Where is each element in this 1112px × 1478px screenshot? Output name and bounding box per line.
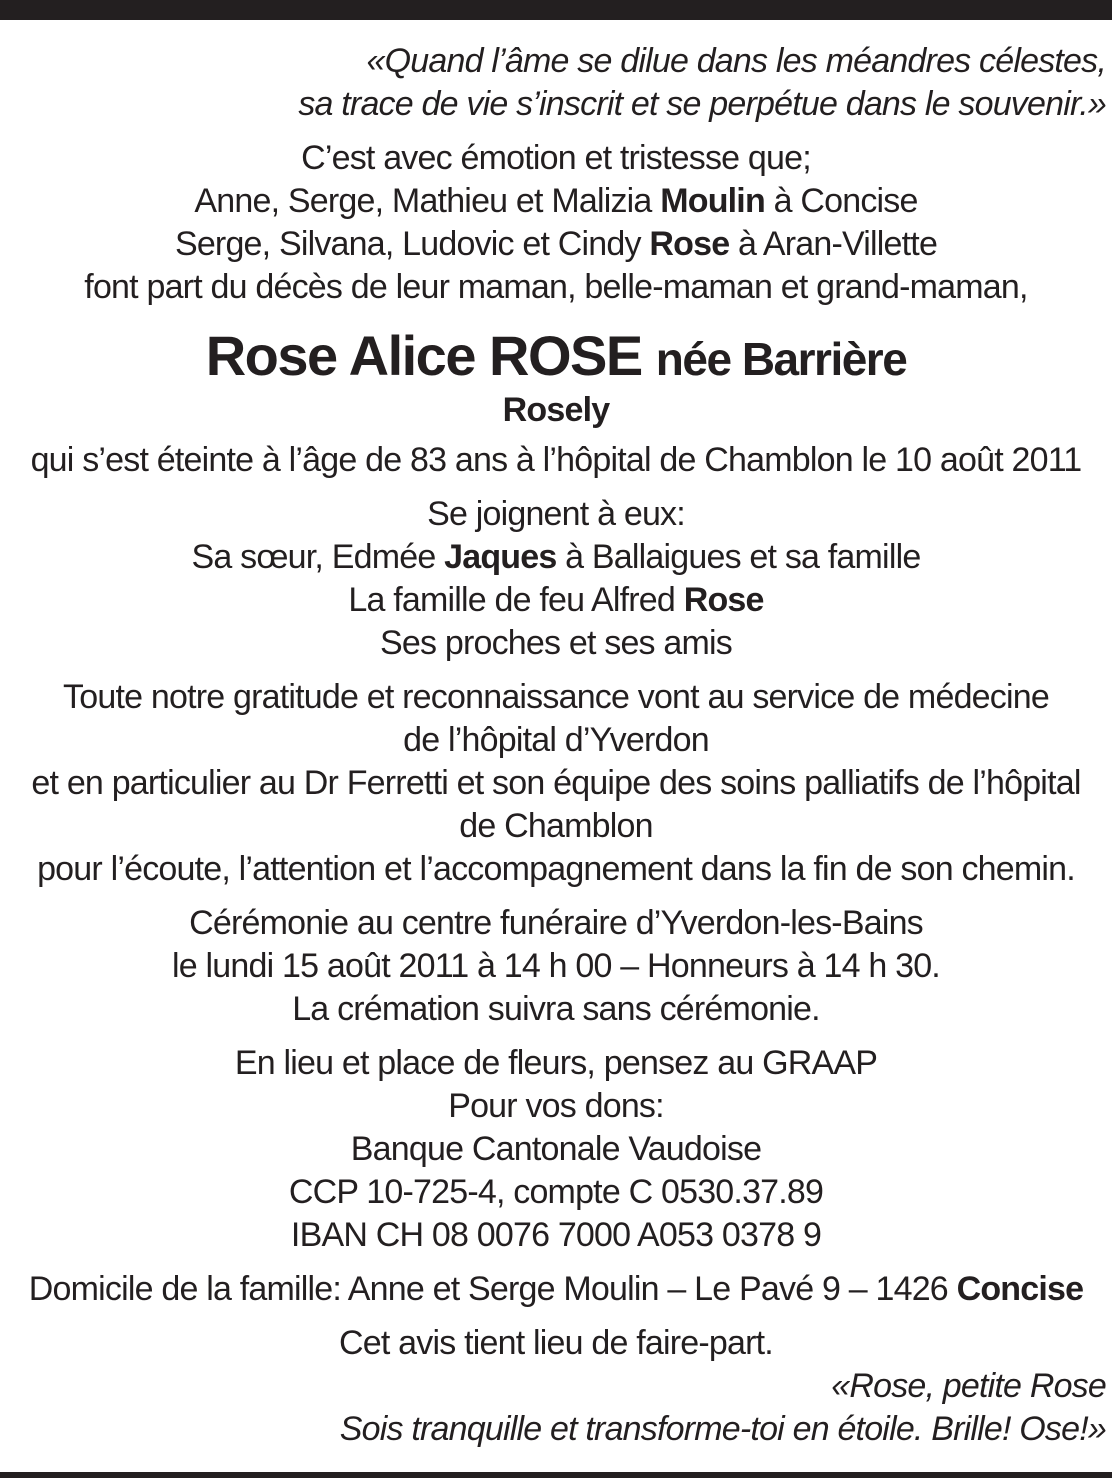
intro-line: C’est avec émotion et tristesse que;	[301, 139, 811, 177]
bottom-rule	[0, 1472, 1112, 1478]
sister-prefix: Sa sœur, Edmée	[191, 538, 436, 576]
friends-line: Ses proches et ses amis	[380, 624, 732, 662]
obituary-notice	[0, 40, 1112, 1451]
family-prefix: La famille de feu Alfred	[348, 581, 676, 619]
donations-line-2: Pour vos dons:	[448, 1087, 664, 1125]
announcement-intro	[0, 137, 1112, 309]
family-surname: Rose	[683, 581, 764, 619]
family-moulin-names: Anne, Serge, Mathieu et Malizia	[194, 182, 652, 220]
family-rose-place: à Aran-Villette	[738, 225, 938, 263]
family-moulin-place: à Concise	[773, 182, 918, 220]
epigraph-line-1: «Quand l’âme se dilue dans les méandres célestes,	[366, 42, 1106, 80]
donations-bank: Banque Cantonale Vaudoise	[350, 1130, 762, 1168]
notice-section	[0, 1322, 1112, 1365]
donations-section	[0, 1042, 1112, 1257]
gratitude-line-3: et en particulier au Dr Ferretti et son équipe des soins palliatifs de l’hôpital	[31, 764, 1081, 802]
ceremony-section	[0, 902, 1112, 1031]
gratitude-line-5: pour l’écoute, l’attention et l’accompagnement dans la fin de son chemin.	[37, 850, 1075, 888]
closing-quote-line-2: Sois tranquille et transforme-toi en étoile. Brille! Ose!»	[339, 1410, 1106, 1448]
joined-heading: Se joignent à eux:	[427, 495, 685, 533]
notice-line: Cet avis tient lieu de faire-part.	[339, 1324, 773, 1362]
top-rule	[0, 0, 1112, 20]
closing-quote	[0, 1365, 1112, 1451]
gratitude-section	[0, 676, 1112, 891]
death-notice-line: qui s’est éteinte à l’âge de 83 ans à l’hôpital de Chamblon le 10 août 2011	[30, 441, 1082, 479]
gratitude-line-4: de Chamblon	[459, 807, 653, 845]
joined-section	[0, 493, 1112, 665]
family-moulin-surname: Moulin	[660, 182, 765, 220]
donations-account: CCP 10-725-4, compte C 0530.37.89	[288, 1173, 824, 1211]
domicile-town: Concise	[956, 1270, 1084, 1308]
family-moulin-line	[0, 180, 1112, 223]
domicile-section	[0, 1268, 1112, 1311]
sister-surname: Jaques	[444, 538, 557, 576]
family-rose-line	[0, 223, 1112, 266]
sister-suffix: à Ballaigues et sa famille	[565, 538, 921, 576]
deceased-name-line	[0, 323, 1112, 392]
gratitude-line-1: Toute notre gratitude et reconnaissance vont au service de médecine	[63, 678, 1049, 716]
family-line	[0, 579, 1112, 622]
closing-quote-line-1: «Rose, petite Rose	[831, 1367, 1106, 1405]
epigraph-line-2: sa trace de vie s’inscrit et se perpétue dans le souvenir.»	[298, 85, 1106, 123]
ceremony-line-1: Cérémonie au centre funéraire d’Yverdon-les-Bains	[189, 904, 923, 942]
ceremony-line-3: La crémation suivra sans cérémonie.	[292, 990, 820, 1028]
epigraph	[0, 40, 1112, 126]
family-rose-names: Serge, Silvana, Ludovic et Cindy	[174, 225, 641, 263]
gratitude-line-2: de l’hôpital d’Yverdon	[403, 721, 709, 759]
deceased-birth-name: née Barrière	[655, 333, 907, 385]
donations-iban: IBAN CH 08 0076 7000 A053 0378 9	[290, 1216, 822, 1254]
domicile-text: Domicile de la famille: Anne et Serge Moulin – Le Pavé 9 – 1426	[28, 1270, 948, 1308]
ceremony-line-2: le lundi 15 août 2011 à 14 h 00 – Honneurs à 14 h 30.	[172, 947, 940, 985]
deceased-nickname: Rosely	[502, 391, 610, 429]
announcement-line: font part du décès de leur maman, belle-maman et grand-maman,	[84, 268, 1028, 306]
deceased-name: Rose Alice ROSE	[205, 324, 642, 387]
donations-line-1: En lieu et place de fleurs, pensez au GRAAP	[234, 1044, 878, 1082]
sister-line	[0, 536, 1112, 579]
family-rose-surname: Rose	[649, 225, 730, 263]
death-notice	[0, 439, 1112, 482]
domicile-line	[0, 1268, 1112, 1311]
